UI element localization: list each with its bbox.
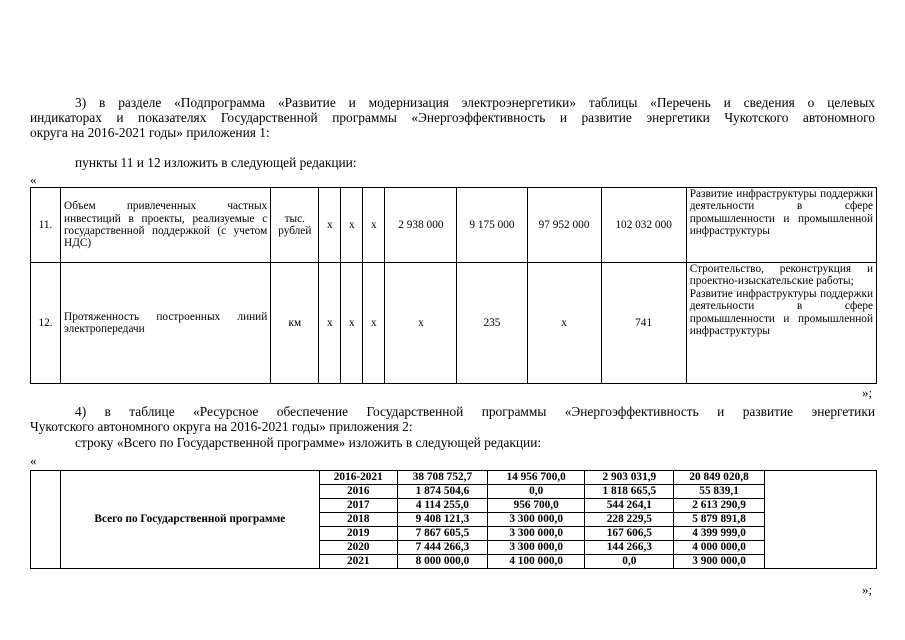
close-quote-2: »; bbox=[862, 582, 873, 597]
value-cell: 4 100 000,0 bbox=[488, 555, 585, 569]
table-row bbox=[31, 471, 877, 485]
value-cell: 102 032 000 bbox=[601, 188, 686, 263]
paragraph-3-line-1: 3) в разделе «Подпрограмма «Развитие и модернизация электроэнергетики» таблицы «Перечень и сведения о целевых bbox=[75, 95, 875, 110]
total-cell: 4 114 255,0 bbox=[397, 499, 487, 513]
value-cell: 3 300 000,0 bbox=[488, 513, 585, 527]
value-cell: х bbox=[527, 263, 601, 384]
value-cell: 1 818 665,5 bbox=[585, 485, 674, 499]
x-cell: х bbox=[319, 263, 341, 384]
value-cell: 3 900 000,0 bbox=[674, 555, 764, 569]
activity-cell: Развитие инфраструктуры поддержки деятельности в сфере промышленности и промышленной инфраструктуры bbox=[686, 188, 876, 263]
value-cell: 4 399 999,0 bbox=[674, 527, 764, 541]
unit-cell: тыс. рублей bbox=[271, 188, 319, 263]
x-cell: х bbox=[341, 263, 363, 384]
value-cell: 0,0 bbox=[488, 485, 585, 499]
value-cell: 544 264,1 bbox=[585, 499, 674, 513]
x-cell: х bbox=[319, 188, 341, 263]
total-cell: 7 444 266,3 bbox=[397, 541, 487, 555]
resources-table bbox=[30, 470, 877, 569]
value-cell: 97 952 000 bbox=[527, 188, 601, 263]
table-row bbox=[31, 188, 877, 263]
total-cell: 1 874 504,6 bbox=[397, 485, 487, 499]
indicator-name: Протяженность построенных линий электропередачи bbox=[61, 263, 271, 384]
open-quote-1: « bbox=[30, 172, 37, 187]
value-cell: 956 700,0 bbox=[488, 499, 585, 513]
activity-text-a: Строительство, реконструкция и проектно-изыскательские работы; bbox=[689, 263, 873, 288]
value-cell: х bbox=[385, 263, 457, 384]
indicators-table bbox=[30, 187, 877, 384]
value-cell: 0,0 bbox=[585, 555, 674, 569]
year-cell: 2018 bbox=[319, 513, 397, 527]
empty-cell bbox=[764, 471, 876, 569]
value-cell: 2 903 031,9 bbox=[585, 471, 674, 485]
value-cell: 20 849 020,8 bbox=[674, 471, 764, 485]
total-cell: 9 408 121,3 bbox=[397, 513, 487, 527]
total-cell: 8 000 000,0 bbox=[397, 555, 487, 569]
value-cell: 741 bbox=[601, 263, 686, 384]
total-label: Всего по Государственной программе bbox=[61, 471, 320, 569]
total-cell: 7 867 605,5 bbox=[397, 527, 487, 541]
empty-cell bbox=[31, 471, 61, 569]
paragraph-4-line-2: Чукотского автономного округа на 2016-2021 годы» приложения 2: bbox=[30, 419, 413, 434]
value-cell: 4 000 000,0 bbox=[674, 541, 764, 555]
value-cell: 167 606,5 bbox=[585, 527, 674, 541]
x-cell: х bbox=[341, 188, 363, 263]
activity-text-b: Развитие инфраструктуры поддержки деятельности в сфере промышленности и промышленной инфраструктуры bbox=[689, 287, 873, 338]
year-cell: 2021 bbox=[319, 555, 397, 569]
paragraph-points: пункты 11 и 12 изложить в следующей редакции: bbox=[75, 155, 357, 170]
value-cell: 5 879 891,8 bbox=[674, 513, 764, 527]
value-cell: 228 229,5 bbox=[585, 513, 674, 527]
value-cell: 3 300 000,0 bbox=[488, 541, 585, 555]
total-cell: 38 708 752,7 bbox=[397, 471, 487, 485]
value-cell: 144 266,3 bbox=[585, 541, 674, 555]
paragraph-row: строку «Всего по Государственной программе» изложить в следующей редакции: bbox=[75, 435, 542, 450]
value-cell: 9 175 000 bbox=[457, 188, 527, 263]
paragraph-3-line-2: индикаторах и показателях Государственной программы «Энергоэффективность и развитие энергетики Чукотского автономного bbox=[30, 110, 875, 125]
activity-cell bbox=[686, 263, 876, 384]
x-cell: х bbox=[363, 188, 385, 263]
row-number: 11. bbox=[31, 188, 61, 263]
year-cell: 2016-2021 bbox=[319, 471, 397, 485]
unit-cell: км bbox=[271, 263, 319, 384]
year-cell: 2016 bbox=[319, 485, 397, 499]
value-cell: 2 938 000 bbox=[385, 188, 457, 263]
value-cell: 2 613 290,9 bbox=[674, 499, 764, 513]
row-number: 12. bbox=[31, 263, 61, 384]
paragraph-4-line-1: 4) в таблице «Ресурсное обеспечение Государственной программы «Энергоэффективность и развитие энергетики bbox=[75, 404, 875, 419]
indicator-name: Объем привлеченных частных инвестиций в проекты, реализуемые с государственной поддержкой (с учетом НДС) bbox=[61, 188, 271, 263]
year-cell: 2017 bbox=[319, 499, 397, 513]
year-cell: 2019 bbox=[319, 527, 397, 541]
table-row bbox=[31, 263, 877, 384]
x-cell: х bbox=[363, 263, 385, 384]
value-cell: 235 bbox=[457, 263, 527, 384]
paragraph-3-line-3: округа на 2016-2021 годы» приложения 1: bbox=[30, 125, 270, 140]
open-quote-2: « bbox=[30, 453, 37, 468]
value-cell: 55 839,1 bbox=[674, 485, 764, 499]
value-cell: 14 956 700,0 bbox=[488, 471, 585, 485]
year-cell: 2020 bbox=[319, 541, 397, 555]
value-cell: 3 300 000,0 bbox=[488, 527, 585, 541]
close-quote-1: »; bbox=[862, 385, 873, 400]
